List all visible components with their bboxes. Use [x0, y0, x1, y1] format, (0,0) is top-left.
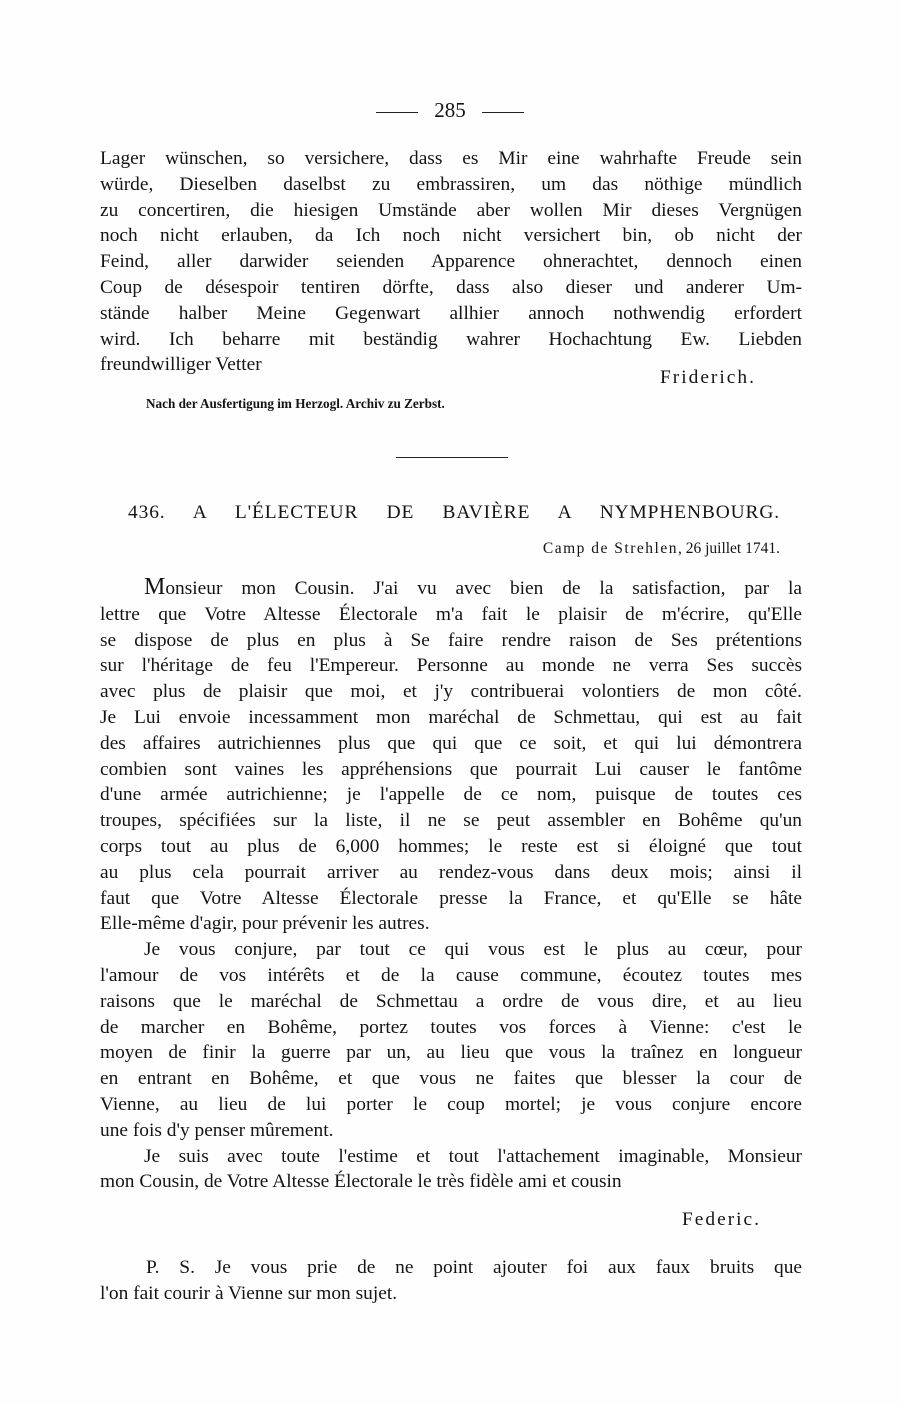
text-line: raisons que le maréchal de Schmettau a ordre de vous dire, et au lieu: [100, 990, 802, 1012]
text-line: faut que Votre Altesse Électorale presse la France, et qu'Elle se hâte: [100, 887, 802, 909]
text-line: Elle-même d'agir, pour prévenir les autres.: [100, 913, 430, 935]
text-line: freundwilliger Vetter: [100, 354, 262, 376]
text-line: en entrant en Bohême, et que vous ne faites que blesser la cour de: [100, 1068, 802, 1090]
place-date-line: [543, 540, 780, 558]
text-line: corps tout au plus de 6,000 hommes; le reste est si éloigné que tout: [100, 835, 802, 857]
text-line: au plus cela pourrait arriver au rendez-vous dans deux mois; ainsi il: [100, 861, 802, 883]
text-line: avec plus de plaisir que moi, et j'y contribuerai volontiers de mon côté.: [100, 681, 802, 703]
place-name: Camp de Strehlen: [542, 540, 678, 557]
text-line: des affaires autrichiennes plus que qui que ce soit, et qui lui démontrera: [100, 732, 802, 754]
text-line: l'amour de vos intérêts et de la cause commune, écoutez toutes mes: [100, 964, 802, 986]
text-line: [100, 575, 802, 602]
text-line: Lager wünschen, so versichere, dass es Mir eine wahrhafte Freude sein: [100, 148, 802, 169]
text-line: troupes, spécifiées sur la liste, il ne se peut assembler en Bohême qu'un: [100, 810, 802, 832]
signature-federic: Federic.: [682, 1209, 761, 1230]
letter-435-body: [100, 146, 802, 378]
text-line: Je Lui envoie incessamment mon maréchal de Schmettau, qui est au fait: [100, 706, 802, 728]
text-line: P. S. Je vous prie de ne point ajouter foi aux faux bruits que: [146, 1257, 802, 1278]
folio-dash-left: [376, 112, 418, 113]
text-line: Vienne, au lieu de lui porter le coup mortel; je vous conjure encore: [100, 1093, 802, 1115]
source-note: Nach der Ausfertigung im Herzogl. Archiv zu Zerbst.: [146, 396, 445, 411]
page-number: 285: [434, 98, 466, 122]
folio-dash-right: [482, 112, 524, 113]
section-divider: [396, 457, 508, 458]
text-line: une fois d'y penser mûrement.: [100, 1119, 334, 1141]
text-line: d'une armée autrichienne; je l'appelle de ce nom, puisque de toutes ces: [100, 784, 802, 806]
text-line: moyen de finir la guerre par un, au lieu que vous la traînez en longueur: [100, 1042, 802, 1064]
text-line: se dispose de plus en plus à Se faire rendre raison de Ses prétentions: [100, 629, 802, 651]
initial-letter: M: [144, 574, 166, 600]
text-line: Feind, aller darwider seienden Apparence ohnerachtet, dennoch einen: [100, 251, 802, 273]
text-line: stände halber Meine Gegenwart allhier annoch nothwendig erfordert: [100, 302, 802, 324]
place-date: , 26 juillet 1741.: [677, 540, 780, 557]
text-line: sur l'héritage de feu l'Empereur. Personne au monde ne verra Ses succès: [100, 655, 802, 677]
page-header: [0, 98, 900, 123]
text-line: combien sont vaines les appréhensions que pourrait Lui causer le fantôme: [100, 758, 802, 780]
text-line: würde, Dieselben daselbst zu embrassiren, um das nöthige mündlich: [100, 173, 802, 195]
text-line: Coup de désespoir tentiren dörfte, dass also dieser und anderer Um-: [100, 276, 802, 298]
letter-436-paragraph-1: [100, 575, 802, 1195]
letter-heading: 436. A L'ÉLECTEUR DE BAVIÈRE A NYMPHENBOURG.: [128, 502, 780, 523]
signature-friderich: Friderich.: [660, 367, 756, 388]
postscript: [100, 1255, 802, 1307]
text-line: mon Cousin, de Votre Altesse Électorale le très fidèle ami et cousin: [100, 1171, 622, 1193]
text-line: Je suis avec toute l'estime et tout l'attachement imaginable, Monsieur: [144, 1145, 802, 1167]
text-line: noch nicht erlauben, da Ich noch nicht versichert bin, ob nicht der: [100, 225, 802, 247]
text-line: lettre que Votre Altesse Électorale m'a fait le plaisir de m'écrire, qu'Elle: [100, 603, 802, 625]
text-line: l'on fait courir à Vienne sur mon sujet.: [100, 1282, 398, 1304]
text-line: wird. Ich beharre mit beständig wahrer Hochachtung Ew. Liebden: [100, 328, 802, 350]
first-line-text: onsieur mon Cousin. J'ai vu avec bien de la satisfaction, par la: [165, 578, 802, 599]
text-line: de marcher en Bohême, portez toutes vos forces à Vienne: c'est le: [100, 1016, 802, 1038]
text-line: zu concertiren, die hiesigen Umstände aber wollen Mir dieses Vergnügen: [100, 199, 802, 221]
text-line: Je vous conjure, par tout ce qui vous est le plus au cœur, pour: [144, 939, 802, 961]
